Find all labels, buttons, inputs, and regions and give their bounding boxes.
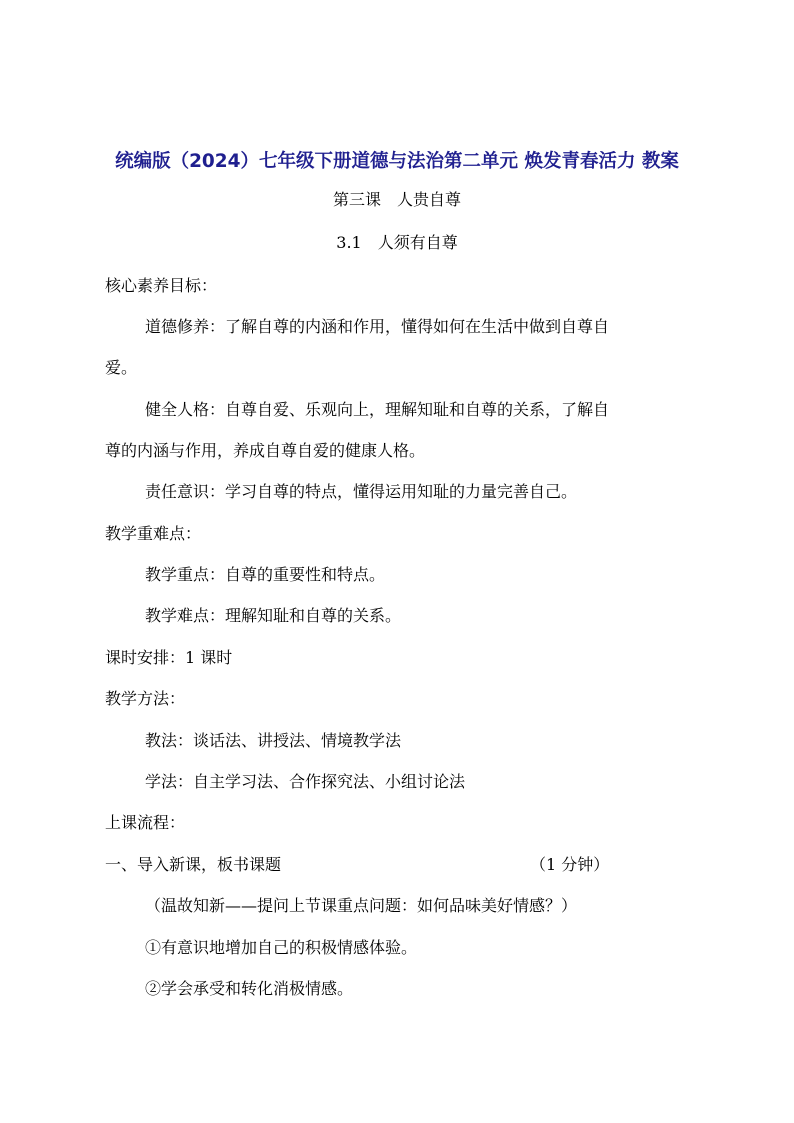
review-answer-2: ②学会承受和转化消极情感。 <box>145 979 354 998</box>
process-heading: 上课流程： <box>105 813 186 832</box>
schedule: 课时安排：1 课时 <box>105 648 233 667</box>
methods-heading: 教学方法： <box>105 689 186 708</box>
moral-goal-line-1: 道德修养：了解自尊的内涵和作用，懂得如何在生活中做到自尊自 <box>145 317 610 336</box>
document-title: 统编版（2024）七年级下册道德与法治第二单元 焕发青春活力 教案 <box>115 151 679 172</box>
core-goals-heading: 核心素养目标： <box>105 276 218 295</box>
teaching-methods: 教法：谈话法、讲授法、情境教学法 <box>145 731 402 750</box>
teaching-focus: 教学重点：自尊的重要性和特点。 <box>145 565 386 584</box>
key-points-heading: 教学重难点： <box>105 524 202 543</box>
learning-methods: 学法：自主学习法、合作探究法、小组讨论法 <box>145 772 466 791</box>
teaching-difficulty: 教学难点：理解知耻和自尊的关系。 <box>145 606 402 625</box>
process-step-1: 一、导入新课，板书课题 <box>105 855 282 874</box>
responsibility-goal: 责任意识：学习自尊的特点，懂得运用知耻的力量完善自己。 <box>145 482 578 501</box>
moral-goal-line-2: 爱。 <box>105 358 138 377</box>
personality-goal-line-2: 尊的内涵与作用，养成自尊自爱的健康人格。 <box>105 441 426 460</box>
process-step-1-time: （1 分钟） <box>530 855 610 874</box>
section-heading: 3.1 人须有自尊 <box>336 233 458 252</box>
review-answer-1: ①有意识地增加自己的积极情感体验。 <box>145 938 418 957</box>
lesson-heading: 第三课 人贵自尊 <box>332 190 461 209</box>
review-question: （温故知新——提问上节课重点问题：如何品味美好情感？） <box>145 896 578 915</box>
personality-goal-line-1: 健全人格：自尊自爱、乐观向上，理解知耻和自尊的关系，了解自 <box>145 400 610 419</box>
